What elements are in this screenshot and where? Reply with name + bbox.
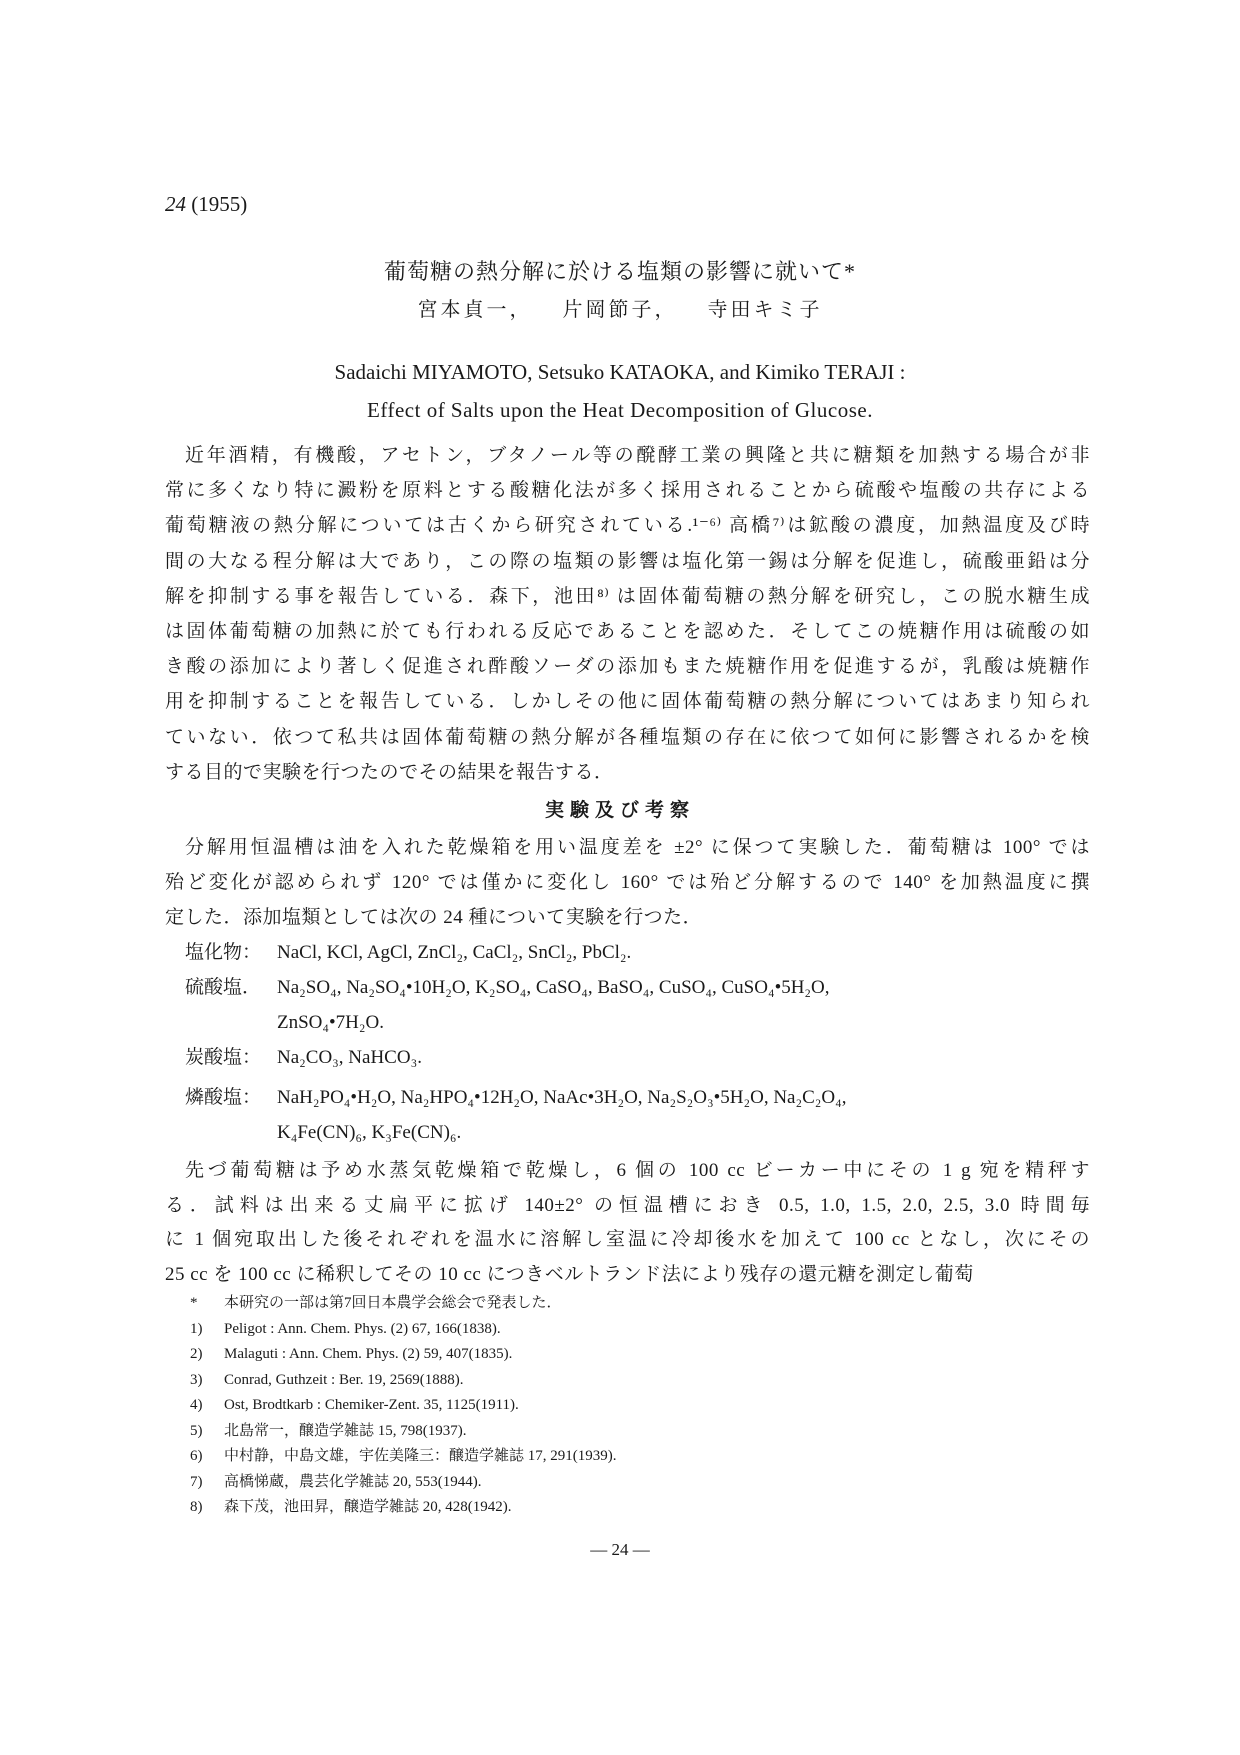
salt-group (185, 940, 631, 966)
footnote-number: 8) (190, 1499, 203, 1515)
footnote-number: 1) (190, 1320, 203, 1337)
running-head (165, 192, 247, 217)
footnote (190, 1344, 512, 1364)
footnote (190, 1497, 512, 1517)
text-line: する目的で実験を行つたのでその結果を報告する． (165, 761, 614, 783)
text-line: 間の大なる程分解は大であり，この際の塩類の影響は塩化第一錫は分解を促進し，硫酸亜鉛は分 (165, 550, 1090, 572)
text-line: は固体葡萄糖の加熱に於ても行われる反応であることを認めた．そしてこの焼糖作用は硫酸の如 (165, 621, 1090, 642)
footnote-number: 6) (190, 1448, 203, 1464)
footnote-text: 中村静，中島文雄，宇佐美隆三：醸造学雑誌 17, 291(1939). (224, 1448, 617, 1464)
footnote-text: 森下茂，池田昇，醸造学雑誌 20, 428(1942). (224, 1499, 512, 1515)
text-line: 25 cc を 100 cc に稀釈してその 10 cc につきベルトランド法により残存の還元糖を測定し葡萄 (165, 1263, 974, 1285)
page-number: — 24 — (590, 1540, 650, 1559)
text-line: 解を抑制する事を報告している．森下，池田⁸⁾ は固体葡萄糖の熱分解を研究し，この脱水糖生成 (165, 585, 1090, 607)
footnote-text: 本研究の一部は第7回日本農学会総会で発表した． (224, 1295, 562, 1311)
salt-group (185, 1085, 847, 1111)
text-line: き酸の添加により著しく促進され酢酸ソーダの添加もまた焼糖作用を促進するが，乳酸は焼糖作 (165, 656, 1090, 678)
section-heading: 実験及び考察 (544, 800, 695, 821)
footnote-number: * (190, 1295, 198, 1311)
volume-number: 24 (165, 192, 186, 216)
footnote-text: Peligot : Ann. Chem. Phys. (2) 67, 166(1838). (224, 1320, 501, 1337)
salt-formulas: Na₂CO₃, NaHCO₃. (277, 1047, 422, 1068)
text-line: ていない．依つて私共は固体葡萄糖の熱分解が各種塩類の存在に依つて如何に影響されるかを検 (165, 726, 1090, 748)
title-japanese: 葡萄糖の熱分解に於ける塩類の影響に就いて* (383, 259, 856, 284)
salt-group (185, 975, 830, 1001)
text-line: 葡萄糖液の熱分解については古くから研究されている.¹⁻⁶⁾ 高橋⁷⁾は鉱酸の濃度，加熱温度及び時 (165, 515, 1090, 537)
footnote-number: 7) (190, 1473, 203, 1490)
year: (1955) (191, 192, 248, 216)
text-line: 近年酒精，有機酸，アセトン，ブタノール等の醗酵工業の興隆と共に糖類を加熱する場合が非 (185, 445, 1090, 466)
salt-group-label: 炭酸塩： (185, 1047, 262, 1068)
text-line: 分解用恒温槽は油を入れた乾燥箱を用い温度差を ±2° に保つて実験した．葡萄糖は 100° では (185, 837, 1090, 858)
salt-formulas: K₄Fe(CN)₆, K₃Fe(CN)₆. (277, 1122, 462, 1143)
text-line: 常に多くなり特に澱粉を原料とする酸糖化法が多く採用されることから硫酸や塩酸の共存による (165, 480, 1090, 502)
text-line: に 1 個宛取出した後それぞれを温水に溶解し室温に冷却後水を加えて 100 cc となし，次にその (165, 1229, 1090, 1250)
footnote (190, 1472, 482, 1492)
footnote-number: 2) (190, 1346, 203, 1362)
salt-formulas: NaCl, KCl, AgCl, ZnCl₂, CaCl₂, SnCl₂, PbCl₂. (277, 942, 632, 963)
authors-english: Sadaichi MIYAMOTO, Setsuko KATAOKA, and Kimiko TERAJI : (334, 360, 906, 384)
title-english: Effect of Salts upon the Heat Decomposition of Glucose. (367, 398, 873, 422)
footnote (190, 1293, 562, 1313)
footnote (190, 1421, 467, 1441)
salt-formulas: NaH₂PO₄•H₂O, Na₂HPO₄•12H₂O, NaAc•3H₂O, Na₂S₂O₃•5H₂O, Na₂C₂O₄, (277, 1087, 847, 1108)
footnote (190, 1446, 617, 1466)
footnote-text: Conrad, Guthzeit : Ber. 19, 2569(1888). (224, 1371, 464, 1388)
footnote-text: Malaguti : Ann. Chem. Phys. (2) 59, 407(1835). (224, 1346, 513, 1362)
footnote-number: 4) (190, 1397, 203, 1413)
footnote-number: 3) (190, 1371, 203, 1388)
text-line: 用を抑制することを報告している．しかしその他に固体葡萄糖の熱分解についてはあまり知られ (165, 691, 1090, 713)
salt-group-label: 塩化物： (185, 942, 262, 963)
salt-group-label: 硫酸塩． (185, 977, 262, 998)
salt-formulas: Na₂SO₄, Na₂SO₄•10H₂O, K₂SO₄, CaSO₄, BaSO₄, CuSO₄, CuSO₄•5H₂O, (277, 977, 830, 998)
authors-japanese: 宮本貞一， 片岡節子， 寺田キミ子 (417, 299, 823, 321)
salt-formulas: ZnSO₄•7H₂O. (277, 1012, 384, 1033)
salt-group (185, 1045, 422, 1071)
text-line: 定した．添加塩類としては次の 24 種について実験を行つた． (165, 907, 703, 928)
footnote-number: 5) (190, 1422, 203, 1439)
footnote-text: Ost, Brodtkarb : Chemiker-Zent. 35, 1125(1911). (224, 1397, 519, 1413)
footnote (190, 1370, 464, 1390)
salt-group-label: 燐酸塩： (185, 1087, 262, 1108)
text-line: る．試料は出来る丈扁平に拡げ 140±2° の恒温槽におき 0.5, 1.0, 1.5, 2.0, 2.5, 3.0 時間毎 (165, 1194, 1090, 1216)
text-line: 殆ど変化が認められず 120° では僅かに変化し 160° では殆ど分解するので 140° を加熱温度に撰 (165, 872, 1090, 893)
footnote-text: 高橋悌蔵，農芸化学雑誌 20, 553(1944). (224, 1473, 482, 1490)
text-line: 先づ葡萄糖は予め水蒸気乾燥箱で乾燥し，6 個の 100 cc ビーカー中にその 1 g 宛を精秤す (185, 1160, 1090, 1181)
footnote (190, 1395, 519, 1415)
footnote (190, 1319, 501, 1339)
footnote-text: 北島常一，醸造学雑誌 15, 798(1937). (224, 1422, 467, 1439)
